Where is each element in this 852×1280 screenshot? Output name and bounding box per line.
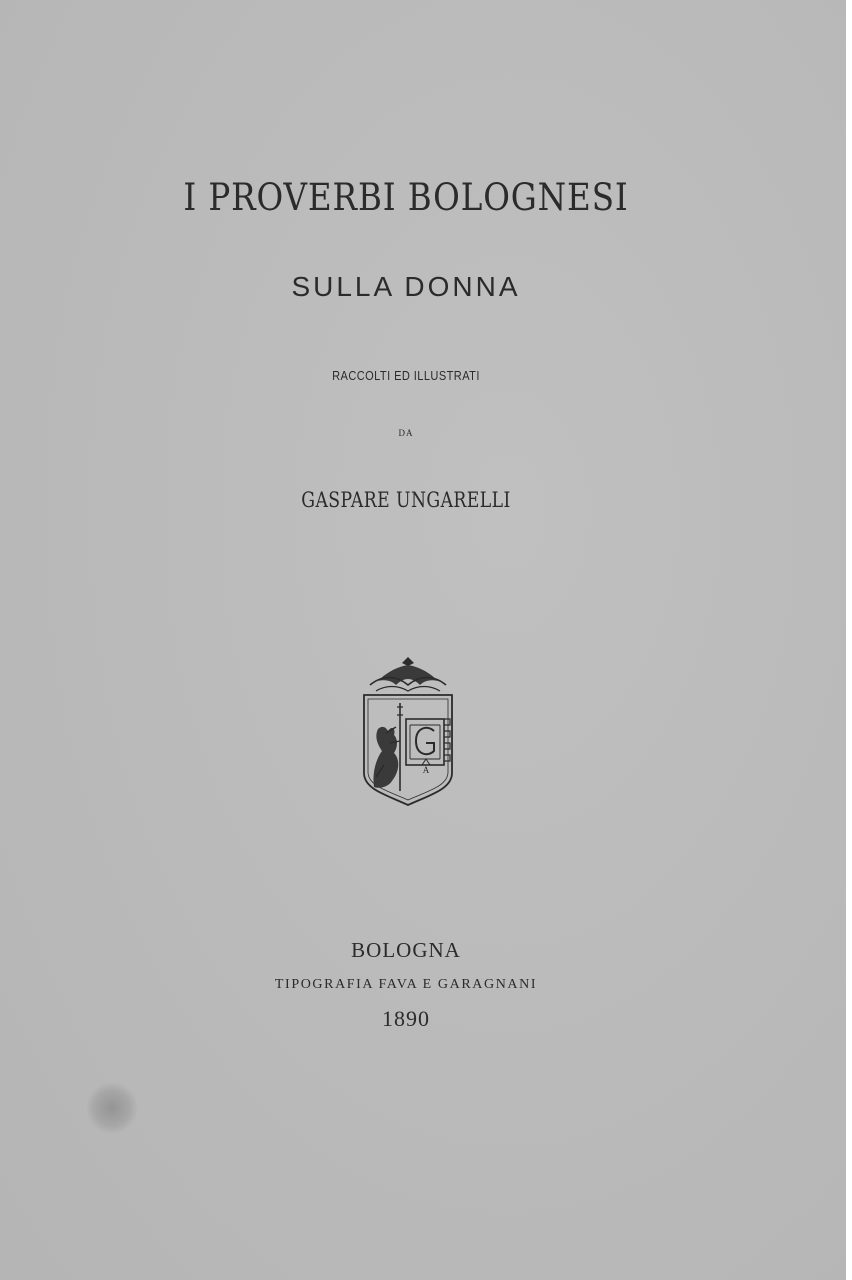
printer-crest-icon xyxy=(356,655,460,807)
page-edge xyxy=(846,0,852,1280)
imprint-printer: TIPOGRAFIA FAVA E GARAGNANI xyxy=(274,977,538,992)
author-name: GASPARE UNGARELLI xyxy=(301,488,511,512)
book-title: I PROVERBI BOLOGNESI xyxy=(183,176,629,219)
collected-note: RACCOLTI ED ILLUSTRATI xyxy=(332,368,480,383)
crest-monogram: A xyxy=(422,765,430,775)
by-label: DA xyxy=(398,428,414,438)
book-subtitle: SULLA DONNA xyxy=(291,271,521,302)
imprint-year: 1890 xyxy=(382,1006,430,1031)
imprint-city: BOLOGNA xyxy=(351,938,461,962)
